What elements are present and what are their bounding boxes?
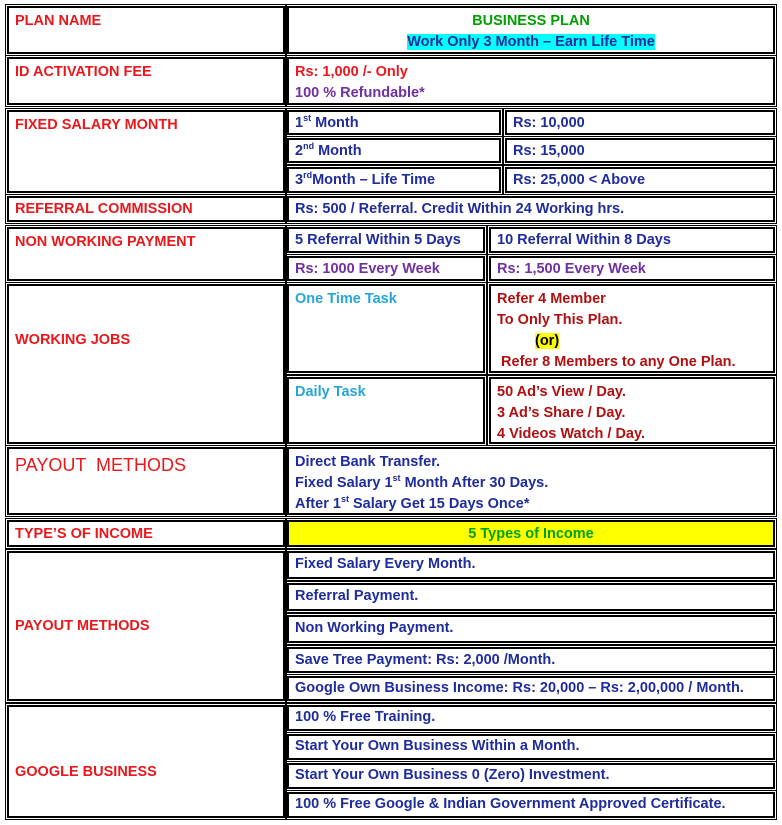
activation-label: ID ACTIVATION FEE [7,57,285,105]
payout-item-4: Save Tree Payment: Rs: 2,000 /Month. [287,647,775,673]
google-item-2: Start Your Own Business Within a Month. [287,734,775,760]
salary-month-3: 3rdMonth – Life Time [287,167,501,193]
payout-item-1: Fixed Salary Every Month. [287,551,775,579]
payout-methods-label-2: PAYOUT METHODS [7,551,285,701]
payout-item-2: Referral Payment. [287,583,775,611]
payout-item-5: Google Own Business Income: Rs: 20,000 – Rs: 2,00,000 / Month. [287,676,775,701]
activation-refund: 100 % Refundable* [295,85,425,101]
payout-methods-label-1: PAYOUT METHODS [7,447,285,515]
salary-amount-2: Rs: 15,000 [505,138,775,163]
non-working-label: NON WORKING PAYMENT [7,227,285,281]
plan-name-label: PLAN NAME [7,6,285,54]
payout-methods-details: Direct Bank Transfer. Fixed Salary 1st Month After 30 Days. After 1st Salary Get 15 Days Once* [287,447,775,515]
plan-name-value [287,6,775,54]
google-item-1: 100 % Free Training. [287,705,775,731]
income-types-value: 5 Types of Income [287,520,775,547]
non-working-option-2: 10 Referral Within 8 Days [489,227,775,253]
plan-subtitle: Work Only 3 Month – Earn Life Time [407,34,655,50]
plan-title: BUSINESS PLAN [472,13,590,29]
daily-task-label: Daily Task [287,377,485,444]
working-jobs-label: WORKING JOBS [7,284,285,444]
referral-value: Rs: 500 / Referral. Credit Within 24 Working hrs. [287,196,775,222]
non-working-pay-1: Rs: 1000 Every Week [287,256,485,281]
payout-item-3: Non Working Payment. [287,615,775,643]
one-time-task-label: One Time Task [287,284,485,373]
non-working-option-1: 5 Referral Within 5 Days [287,227,485,253]
one-time-task-details: Refer 4 Member To Only This Plan. (or) Refer 8 Members to any One Plan. [489,284,775,373]
daily-task-details: 50 Ad’s View / Day. 3 Ad’s Share / Day. 4 Videos Watch / Day. [489,377,775,444]
activation-fee: Rs: 1,000 /- Only [295,64,408,80]
salary-month-2: 2nd Month [287,138,501,163]
non-working-pay-2: Rs: 1,500 Every Week [489,256,775,281]
salary-amount-1: Rs: 10,000 [505,110,775,135]
referral-label: REFERRAL COMMISSION [7,196,285,222]
google-business-label: GOOGLE BUSINESS [7,705,285,818]
salary-label: FIXED SALARY MONTH [7,110,285,193]
google-item-4: 100 % Free Google & Indian Government Approved Certificate. [287,792,775,818]
google-item-3: Start Your Own Business 0 (Zero) Investment. [287,763,775,789]
income-types-label: TYPE’S OF INCOME [7,520,285,547]
salary-month-1: 1st Month [287,110,501,135]
salary-amount-3: Rs: 25,000 < Above [505,167,775,193]
activation-value [287,57,775,105]
